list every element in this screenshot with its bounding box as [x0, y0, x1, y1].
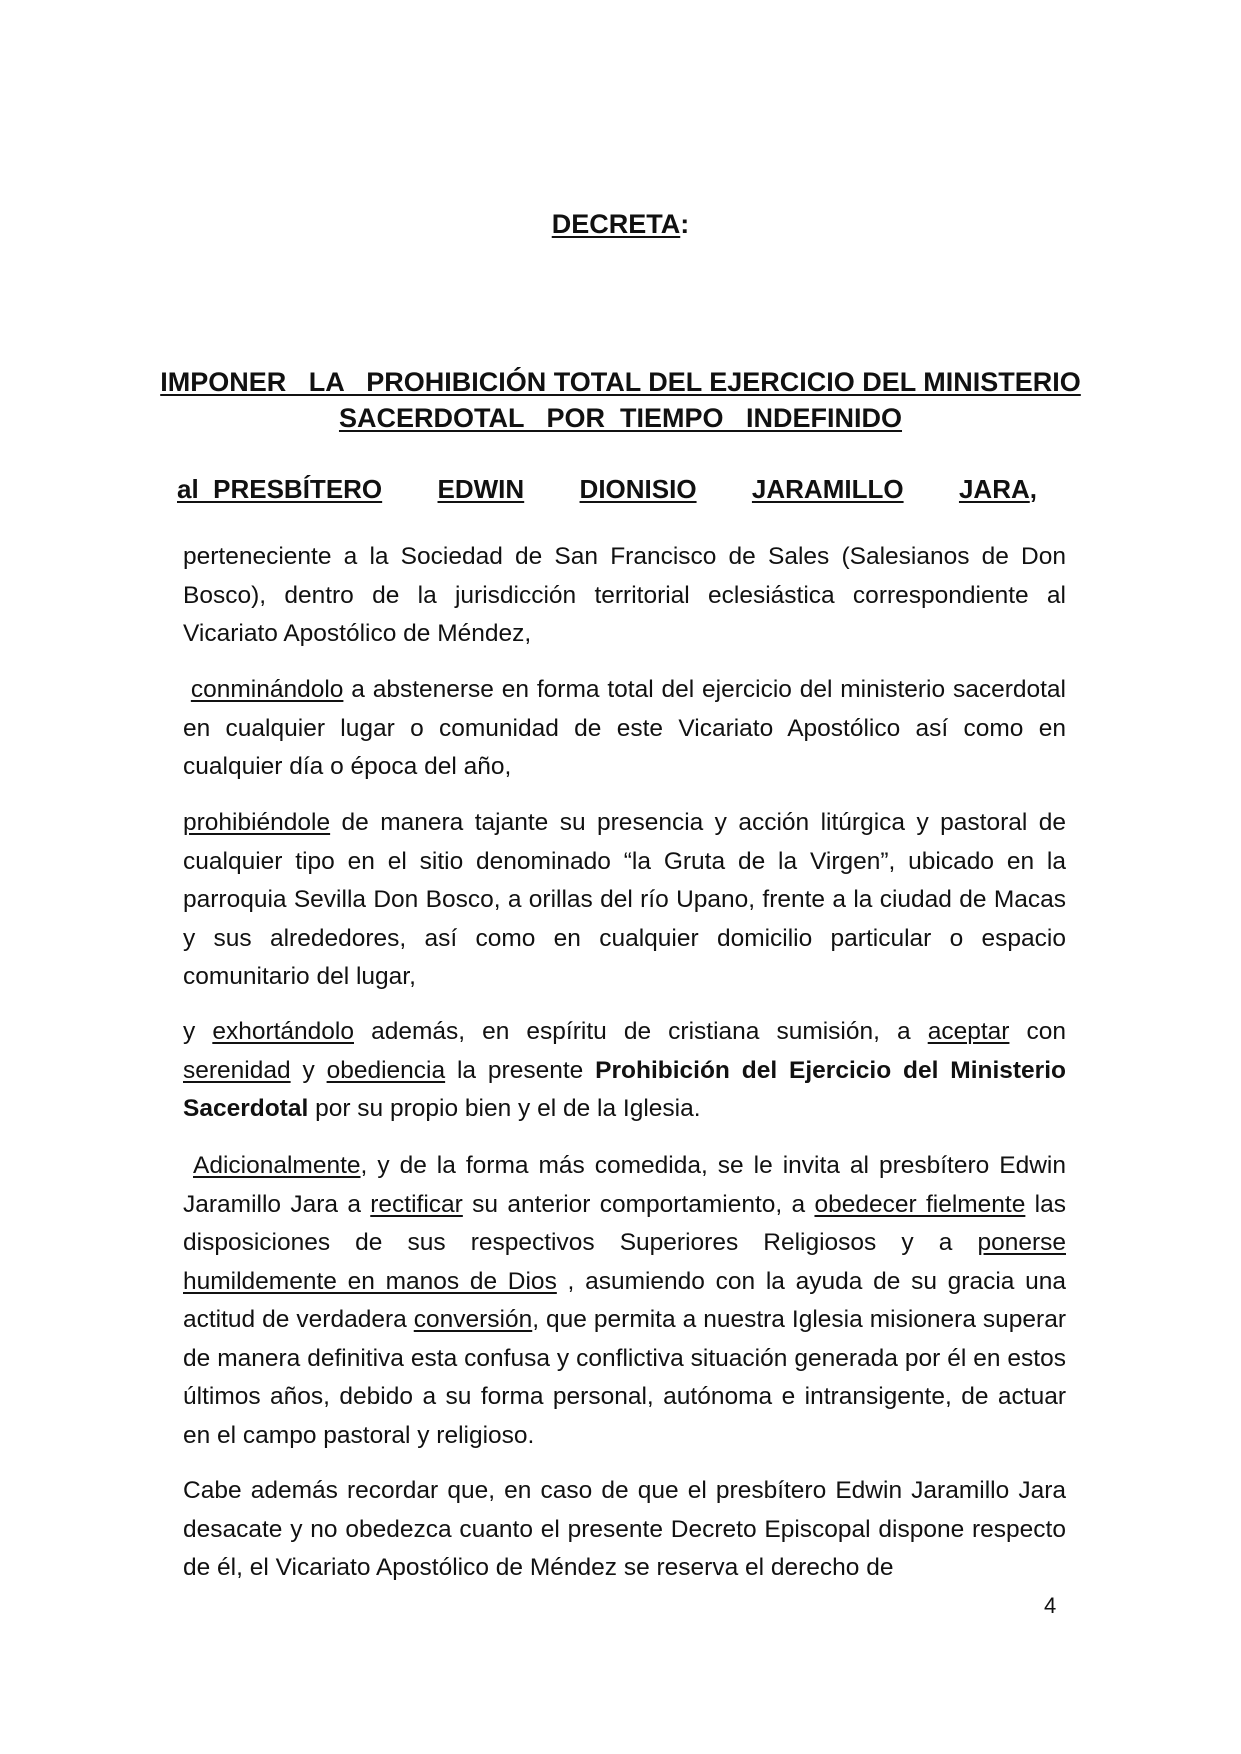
underlined-prohibiendole: prohibiéndole	[183, 809, 331, 836]
paragraph-prohibiendole-text: de manera tajante su presencia y acción litúrgica y pastoral de cualquier tipo en el sitio denominado “la Gruta de la Virgen”, ubicado en la parroquia Sevilla Don Bosco, a orillas del río Upano, frente a la ciudad de Macas y sus alrededores, así como en cualquier domicilio particular o espacio comunitario del lugar,	[183, 809, 1066, 990]
name-word-2: EDWIN	[437, 474, 525, 504]
paragraph-prohibiendole	[183, 804, 1066, 997]
decree-title-line-2-text: SACERDOTAL POR TIEMPO INDEFINIDO	[338, 403, 903, 433]
underlined-exhortandolo: exhortándolo	[212, 1018, 354, 1045]
p4-text-3: con	[1009, 1018, 1066, 1045]
p4-text-6: por su propio bien y el de la Iglesia.	[308, 1095, 701, 1122]
underlined-aceptar: aceptar	[927, 1018, 1010, 1045]
underlined-conversion: conversión	[413, 1306, 533, 1333]
p5-text-2: su anterior comportamiento, a	[462, 1190, 815, 1218]
decree-heading	[0, 206, 1241, 242]
p5-text-3: las disposiciones de sus respectivos Superiores Religiosos y a	[183, 1190, 1066, 1256]
p4-text-1: y	[183, 1018, 213, 1045]
underlined-ponerse-humildemente: ponerse humildemente en manos de Dios	[183, 1229, 1066, 1295]
p4-text-2: además, en espíritu de cristiana sumisión, a	[354, 1018, 928, 1045]
decree-heading-text: DECRETA	[551, 209, 681, 239]
paragraph-conminandolo-text: a abstenerse en forma total del ejercicio del ministerio sacerdotal en cualquier lugar o comunidad de este Vicariato Apostólico así como en cualquier día o época del año,	[183, 676, 1066, 780]
name-word-3: DIONISIO	[579, 474, 697, 504]
name-word-1: al PRESBÍTERO	[177, 474, 383, 504]
underlined-obedecer-fielmente: obedecer fielmente	[814, 1190, 1026, 1218]
bold-prohibicion: Prohibición del Ejercicio del Ministerio Sacerdotal	[183, 1056, 1066, 1122]
p5-text-5: , que permita a nuestra Iglesia misionera superar de manera definitiva esta confusa y conflictiva situación generada por él en estos últimos años, debido a su forma personal, autónoma e intransigente, de actuar en el campo pastoral y religioso.	[183, 1306, 1067, 1449]
name-word-5	[959, 471, 1037, 507]
page-number: 4	[1044, 1593, 1057, 1618]
p4-text-4: y	[290, 1056, 327, 1084]
paragraph-conminandolo	[183, 671, 1066, 787]
underlined-obediencia: obediencia	[326, 1056, 446, 1084]
p5-text-4: , asumiendo con la ayuda de su gracia una actitud de verdadera	[183, 1267, 1067, 1333]
decree-title-line-2	[0, 400, 1241, 436]
p4-text-5: la presente	[445, 1056, 596, 1084]
name-word-4: JARAMILLO	[751, 474, 904, 504]
decree-title-line-1-text: IMPONER LA PROHIBICIÓN TOTAL DEL EJERCICIO DEL MINISTERIO	[160, 367, 1081, 397]
p5-text-1: , y de la forma más comedida, se le invita al presbítero Edwin Jaramillo Jara a	[183, 1152, 1066, 1218]
priest-name-line	[177, 471, 1037, 507]
name-trailing-comma: ,	[1029, 474, 1037, 504]
underlined-conminandolo: conminándolo	[190, 676, 344, 703]
underlined-rectificar: rectificar	[370, 1190, 463, 1218]
underlined-adicionalmente: Adicionalmente	[193, 1152, 361, 1179]
underlined-serenidad: serenidad	[183, 1056, 291, 1084]
decree-title-line-1	[0, 364, 1241, 400]
name-word-5-text: JARA	[958, 474, 1030, 504]
decree-heading-colon: :	[680, 209, 690, 239]
paragraph-membership: perteneciente a la Sociedad de San Francisco de Sales (Salesianos de Don Bosco), dentro de la jurisdicción territorial eclesiástica correspondiente al Vicariato Apostólico de Méndez,	[183, 543, 1066, 647]
paragraph-exhortandolo	[183, 1013, 1066, 1129]
paragraph-adicionalmente	[183, 1147, 1066, 1455]
paragraph-cabe-recordar: Cabe además recordar que, en caso de que el presbítero Edwin Jaramillo Jara desacate y no obedezca cuanto el presente Decreto Episcopal dispone respecto de él, el Vicariato Apostólico de Méndez se reserva el derecho de	[183, 1477, 1066, 1581]
